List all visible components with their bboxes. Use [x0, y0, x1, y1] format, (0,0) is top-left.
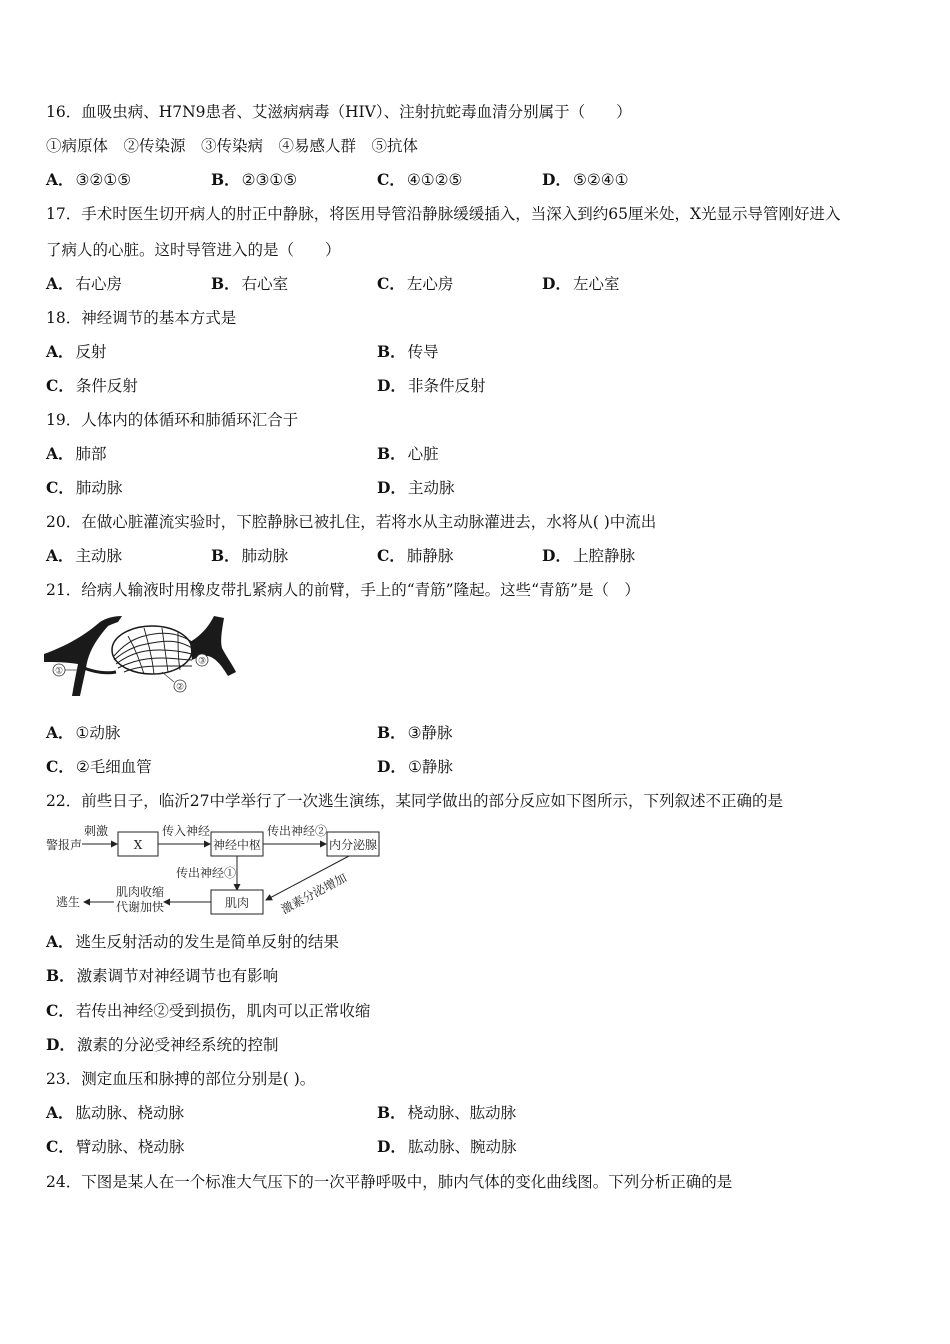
question-17-stem-line2: 了病人的心脏。这时导管进入的是（ ） [46, 241, 341, 259]
q23-option-a[interactable]: A． 肱动脉、桡动脉 [46, 1103, 185, 1122]
question-18-stem: 18．神经调节的基本方式是 [46, 309, 237, 327]
diagram-stimulus: 刺激 [84, 824, 109, 838]
q20-option-a[interactable]: A． 主动脉 [46, 546, 123, 565]
q22-option-a[interactable]: A． 逃生反射活动的发生是简单反射的结果 [46, 932, 340, 951]
blood-vessel-figure [44, 616, 236, 696]
q19-option-d[interactable]: D． 主动脉 [377, 478, 455, 497]
q22-option-b[interactable]: B． 激素调节对神经调节也有影响 [46, 966, 279, 985]
q22-option-d[interactable]: D． 激素的分泌受神经系统的控制 [46, 1035, 279, 1054]
diagram-muscle: 肌肉 [224, 896, 250, 910]
q16-option-d[interactable]: D． ⑤②④① [542, 170, 629, 189]
q19-option-b[interactable]: B． 心脏 [377, 444, 439, 463]
label-3: ③ [197, 656, 207, 667]
q16-option-a[interactable]: A． ③②①⑤ [46, 170, 132, 189]
diagram-center: 神经中枢 [212, 838, 262, 852]
q16-option-c[interactable]: C． ④①②⑤ [377, 170, 463, 189]
q23-option-c[interactable]: C． 臂动脉、桡动脉 [46, 1137, 185, 1156]
q19-option-c[interactable]: C． 肺动脉 [46, 478, 123, 497]
q17-option-a[interactable]: A． 右心房 [46, 274, 123, 293]
question-19-stem: 19．人体内的体循环和肺循环汇合于 [46, 411, 299, 429]
q17-option-b[interactable]: B． 右心室 [211, 274, 289, 293]
question-21-stem: 21．给病人输液时用橡皮带扎紧病人的前臂，手上的“青筋”隆起。这些“青筋”是（ ） [46, 581, 640, 599]
q20-option-d[interactable]: D． 上腔静脉 [542, 546, 635, 565]
vessel-right-branch [190, 616, 236, 676]
q17-option-c[interactable]: C． 左心房 [377, 274, 454, 293]
question-23-stem: 23．测定血压和脉搏的部位分别是( )。 [46, 1070, 316, 1088]
capillary-line [116, 650, 192, 664]
q21-option-b[interactable]: B． ③静脉 [377, 723, 453, 742]
q16-option-b[interactable]: B． ②③①⑤ [211, 170, 298, 189]
q21-option-a[interactable]: A． ①动脉 [46, 723, 121, 742]
q23-option-d[interactable]: D． 肱动脉、腕动脉 [377, 1137, 517, 1156]
capillary-line [114, 633, 192, 656]
label-2-leader [162, 672, 174, 682]
vessel-left-branch [44, 622, 108, 696]
q20-option-b[interactable]: B． 肺动脉 [211, 546, 289, 565]
diagram-efferent1: 传出神经① [176, 866, 237, 880]
label-1: ① [54, 666, 64, 677]
q18-option-b[interactable]: B． 传导 [377, 342, 439, 361]
diagram-alarm: 警报声 [46, 838, 83, 852]
question-24-stem: 24．下图是某人在一个标准大气压下的一次平静呼吸中，肺内气体的变化曲线图。下列分析正确的是 [46, 1173, 733, 1191]
diagram-effect-line1: 肌肉收缩 [116, 885, 165, 899]
q19-option-a[interactable]: A． 肺部 [46, 444, 107, 463]
diagram-x: X [133, 838, 143, 852]
q21-option-d[interactable]: D． ①静脉 [377, 757, 453, 776]
q18-option-c[interactable]: C． 条件反射 [46, 376, 138, 395]
vessel-top-branch [100, 616, 122, 628]
q23-option-b[interactable]: B． 桡动脉、肱动脉 [377, 1103, 517, 1122]
diagram-afferent: 传入神经 [162, 824, 211, 838]
q18-option-d[interactable]: D． 非条件反射 [377, 376, 486, 395]
question-16-stem: 16．血吸虫病、H7N9患者、艾滋病病毒（HIV）、注射抗蛇毒血清分别属于（ ） [46, 103, 632, 121]
diagram-hormone: 激素分泌增加 [278, 870, 349, 917]
q17-option-d[interactable]: D． 左心室 [542, 274, 620, 293]
question-22-stem: 22．前些日子，临沂27中学举行了一次逃生演练，某同学做出的部分反应如下图所示，下列叙述不正确的是 [46, 792, 783, 810]
escape-reflex-diagram [44, 822, 384, 920]
diagram-effect-line2: 代谢加快 [116, 900, 165, 914]
question-16-items: ①病原体 ②传染源 ③传染病 ④易感人群 ⑤抗体 [46, 137, 419, 155]
diagram-escape: 逃生 [56, 895, 81, 909]
q21-option-c[interactable]: C． ②毛细血管 [46, 757, 152, 776]
diagram-endocrine: 内分泌腺 [328, 838, 378, 852]
q22-option-c[interactable]: C． 若传出神经②受到损伤，肌肉可以正常收缩 [46, 1001, 371, 1020]
q18-option-a[interactable]: A． 反射 [46, 342, 107, 361]
diagram-efferent2: 传出神经② [267, 824, 328, 838]
label-2: ② [175, 682, 185, 693]
question-20-stem: 20．在做心脏灌流实验时，下腔静脉已被扎住，若将水从主动脉灌进去，水将从( )中流出 [46, 513, 657, 531]
q20-option-c[interactable]: C． 肺静脉 [377, 546, 454, 565]
question-17-stem-line1: 17．手术时医生切开病人的肘正中静脉，将医用导管沿静脉缓缓插入，当深入到约65厘米处，X光显示导管刚好进入 [46, 205, 841, 223]
vessel-connector [84, 668, 116, 673]
